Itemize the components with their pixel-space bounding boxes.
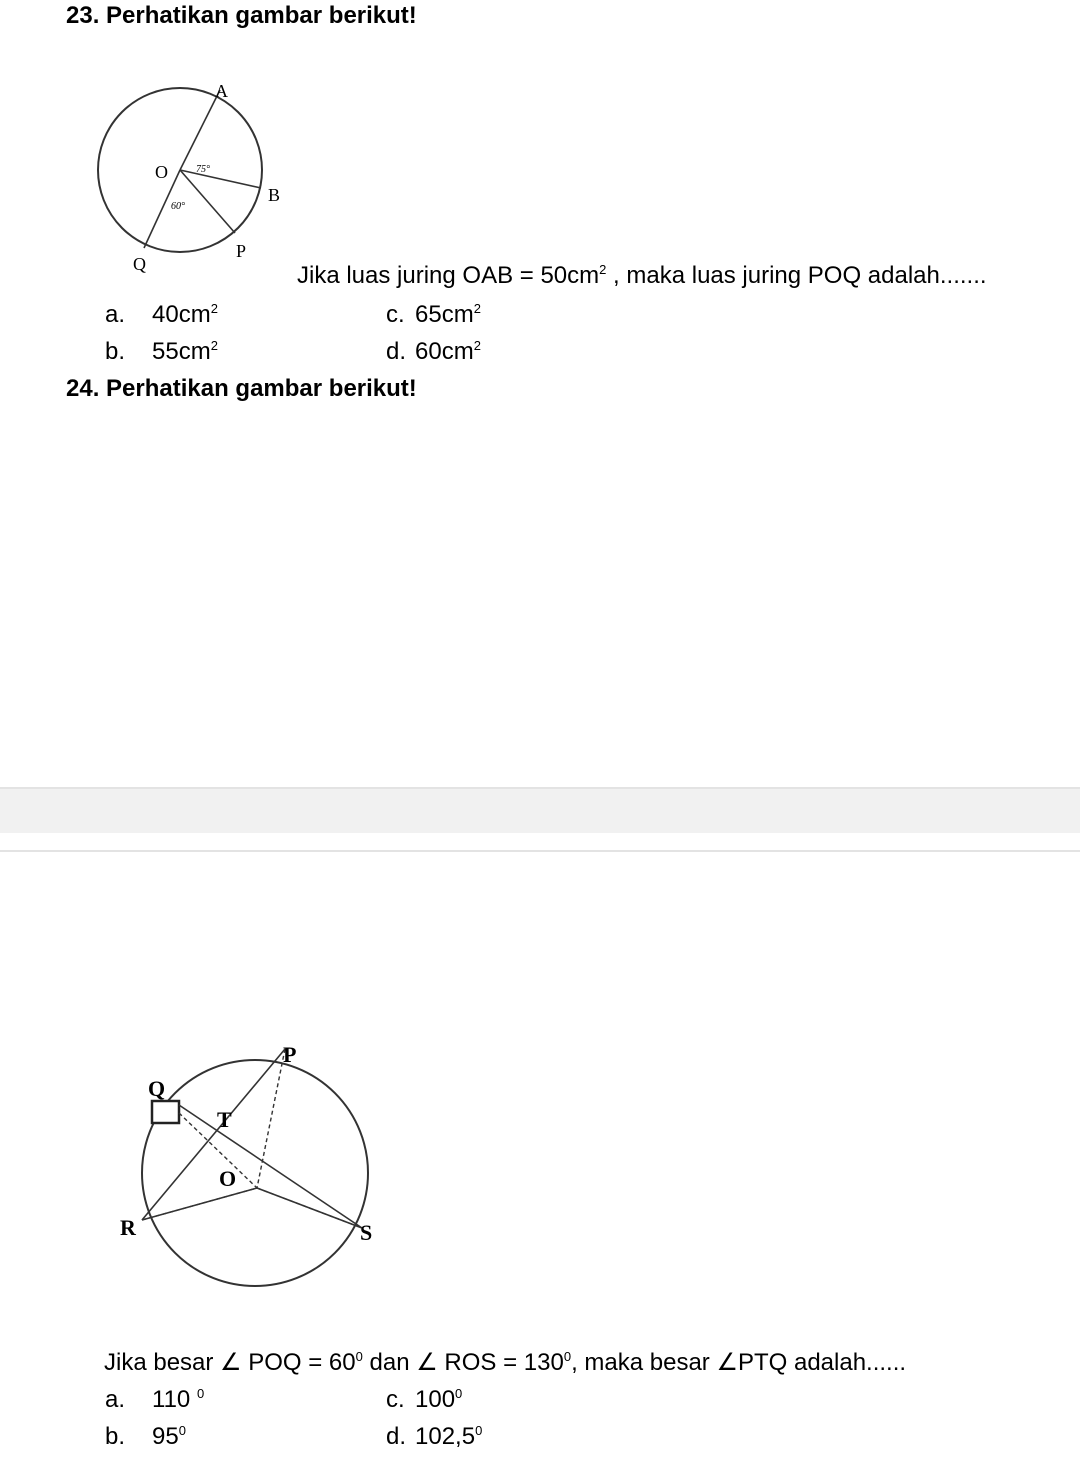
q24-label-p: P bbox=[283, 1042, 297, 1067]
q24-circle bbox=[142, 1060, 368, 1286]
q23-question-prefix: Jika luas juring OAB = 50cm bbox=[297, 262, 600, 289]
q24-option-a[interactable] bbox=[152, 1386, 204, 1414]
q23-radius-op bbox=[180, 170, 235, 233]
q23-label-b: B bbox=[268, 185, 281, 205]
q23-question-sup: 2 bbox=[599, 262, 607, 277]
q23-option-c-value: 65cm bbox=[415, 301, 474, 328]
q24-label-o: O bbox=[219, 1166, 237, 1191]
q24-option-b-letter: b. bbox=[105, 1423, 126, 1450]
q23-option-b-letter: b. bbox=[105, 338, 126, 365]
q24-option-a-sup: 0 bbox=[196, 1386, 205, 1401]
q23-circle-figure bbox=[95, 75, 310, 280]
q23-label-o: O bbox=[155, 162, 168, 182]
page-break-band bbox=[0, 787, 1080, 833]
q24-question bbox=[104, 1348, 906, 1377]
q24-question-part3: , maka besar ∠PTQ adalah...... bbox=[571, 1349, 907, 1376]
q24-question-sup2: 0 bbox=[563, 1349, 572, 1364]
q24-option-c-letter: c. bbox=[386, 1386, 405, 1413]
q24-option-c-value: 100 bbox=[415, 1386, 456, 1413]
q23-option-a[interactable] bbox=[152, 301, 218, 329]
q23-option-c[interactable] bbox=[415, 301, 481, 329]
q23-option-d-value: 60cm bbox=[415, 338, 474, 365]
page-break-bottom-edge bbox=[0, 850, 1080, 852]
q23-question bbox=[297, 262, 987, 290]
q24-option-b-sup: 0 bbox=[178, 1423, 186, 1438]
q24-chord-qs bbox=[179, 1105, 362, 1228]
q23-option-c-letter: c. bbox=[386, 301, 405, 328]
q23-option-d-letter: d. bbox=[386, 338, 407, 365]
page-break-top-edge bbox=[0, 787, 1080, 789]
q23-option-d-sup: 2 bbox=[473, 338, 481, 353]
q23-label-q: Q bbox=[133, 254, 146, 274]
q24-option-b[interactable] bbox=[152, 1423, 186, 1451]
q24-option-d-letter: d. bbox=[386, 1423, 407, 1450]
q24-question-part2: dan ∠ ROS = 130 bbox=[362, 1349, 564, 1376]
q24-option-b-value: 95 bbox=[152, 1423, 179, 1450]
q24-option-d[interactable] bbox=[415, 1423, 482, 1451]
q24-option-d-sup: 0 bbox=[475, 1423, 483, 1438]
q23-heading: 23. Perhatikan gambar berikut! bbox=[66, 2, 417, 29]
q23-option-a-letter: a. bbox=[105, 301, 126, 328]
q24-label-r: R bbox=[120, 1215, 136, 1240]
q24-square-marker bbox=[152, 1101, 179, 1123]
q23-option-b[interactable] bbox=[152, 338, 218, 366]
q24-option-d-value: 102,5 bbox=[415, 1423, 476, 1450]
q23-option-b-value: 55cm bbox=[152, 338, 211, 365]
q24-dashed-ro bbox=[142, 1188, 257, 1220]
q24-question-sup1: 0 bbox=[355, 1349, 363, 1364]
q23-radius-ob bbox=[180, 170, 261, 188]
q24-option-a-value: 110 bbox=[152, 1386, 197, 1413]
q24-option-c-sup: 0 bbox=[455, 1386, 463, 1401]
q23-option-c-sup: 2 bbox=[473, 301, 481, 316]
q24-label-t: T bbox=[217, 1107, 232, 1132]
q23-label-a: A bbox=[215, 81, 228, 101]
q24-question-part1: Jika besar ∠ POQ = 60 bbox=[104, 1349, 356, 1376]
q23-option-d[interactable] bbox=[415, 338, 481, 366]
q23-angle-aob: 75° bbox=[196, 164, 210, 175]
q23-question-suffix: , maka luas juring POQ adalah....... bbox=[606, 262, 987, 289]
q24-circle-figure bbox=[100, 1035, 390, 1295]
q23-option-a-sup: 2 bbox=[210, 301, 218, 316]
q24-option-a-letter: a. bbox=[105, 1386, 126, 1413]
q23-radius-oa bbox=[180, 90, 220, 170]
q24-option-c[interactable] bbox=[415, 1386, 462, 1414]
q24-label-q: Q bbox=[148, 1076, 166, 1101]
q24-heading: 24. Perhatikan gambar berikut! bbox=[66, 375, 417, 402]
q23-option-a-value: 40cm bbox=[152, 301, 211, 328]
q24-chord-pr bbox=[142, 1049, 285, 1220]
q23-option-b-sup: 2 bbox=[210, 338, 218, 353]
q23-label-p: P bbox=[236, 241, 247, 261]
q23-angle-poq: 60° bbox=[171, 201, 185, 212]
q24-label-s: S bbox=[360, 1220, 373, 1245]
